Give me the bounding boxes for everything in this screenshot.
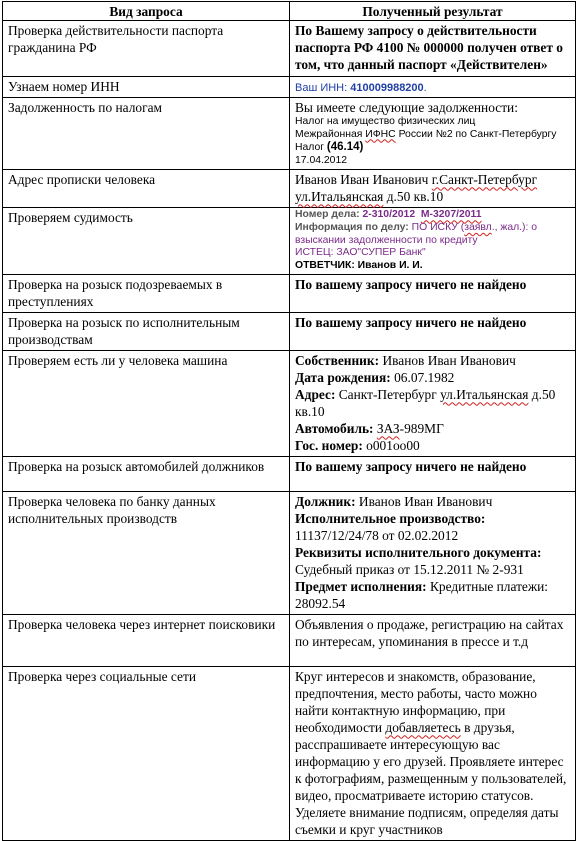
taxes-line2-c: России №2 по Санкт-Петербургу	[395, 128, 557, 140]
car-auto	[295, 420, 570, 437]
result-inn	[290, 77, 576, 98]
case-value-2: М-3207/2011	[420, 209, 482, 221]
inn-value: 410009988200	[350, 82, 424, 94]
social-b: добавляетесь	[385, 720, 461, 736]
row-passport	[3, 21, 576, 77]
header-result: Полученный результат	[290, 2, 576, 21]
row-internet	[3, 615, 576, 667]
birth-value: 06.07.1982	[394, 370, 455, 386]
criminal-defendant: ОТВЕТЧИК: Иванов И. И.	[295, 259, 423, 271]
owner-value: Иванов Иван Иванович	[382, 353, 516, 369]
birth-label: Дата рождения:	[295, 370, 395, 386]
car-owner	[295, 352, 570, 369]
taxes-intro: Вы имеете следующие задолженности:	[295, 100, 518, 115]
case-label: Номер дела:	[295, 209, 363, 221]
taxes-line2	[295, 129, 570, 142]
car-address-a: Санкт-Петербург	[338, 387, 441, 403]
result-car	[290, 351, 576, 457]
request-social: Проверка через социальные сети	[3, 667, 290, 841]
row-address	[3, 170, 576, 208]
doc-label: Реквизиты исполнительного документа:	[295, 545, 542, 561]
car-address-b: ул.Итальянская	[440, 387, 529, 403]
info-c: ., жал.): о взыскании задолженности по кредиту	[295, 221, 538, 246]
result-bank-data	[290, 492, 576, 615]
row-wanted-cars	[3, 457, 576, 492]
request-taxes: Задолженность по налогам	[3, 98, 290, 170]
criminal-info	[295, 222, 570, 247]
result-wanted-suspects: По вашему запросу ничего не найдено	[290, 275, 576, 313]
car-birth	[295, 369, 570, 386]
address-street: ул.Итальянская	[295, 189, 384, 205]
car-address-c: д.50 кв.10	[295, 387, 556, 420]
header-request-type: Вид запроса	[3, 2, 290, 21]
address-city: г.Санкт-Петербург	[431, 172, 538, 188]
result-social	[290, 667, 576, 841]
row-social	[3, 667, 576, 841]
doc-value: Судебный приказ от 15.12.2011 № 2-931	[295, 562, 524, 578]
table-header-row	[3, 2, 576, 21]
taxes-line2-b: ИФНС	[365, 128, 396, 140]
request-car: Проверяем есть ли у человека машина	[3, 351, 290, 457]
result-passport: По Вашему запросу о действительности паспорта РФ 4100 № 000000 получен ответ о том, что данный паспорт «Действителен»	[290, 21, 576, 77]
plate-value: о001оо00	[366, 438, 420, 454]
row-criminal	[3, 208, 576, 275]
taxes-line1: Налог на имущество физических лиц	[295, 116, 476, 127]
request-internet: Проверка человека через интернет поисковики	[3, 615, 290, 667]
bank-doc	[295, 544, 570, 578]
result-taxes	[290, 98, 576, 170]
auto-b: -989МГ	[399, 421, 444, 437]
criminal-plaintiff: ИСТЕЦ: ЗАО"СУПЕР Банк"	[295, 247, 426, 259]
car-address-label: Адрес:	[295, 387, 339, 403]
request-inn: Узнаем номер ИНН	[3, 77, 290, 98]
row-taxes	[3, 98, 576, 170]
social-a: Круг интересов и знакомств, образование, предпочтения, место работы, часто можно найти контактную информацию, при необходимости	[295, 669, 537, 736]
request-passport: Проверка действительности паспорта гражданина РФ	[3, 21, 290, 77]
row-inn	[3, 77, 576, 98]
subject-value: Кредитные платежи: 28092.54	[295, 579, 549, 612]
plate-label: Гос. номер:	[295, 438, 367, 454]
bank-subject	[295, 578, 570, 612]
social-c: в друзья, расспрашиваете интересующую вас информацию у его друзей. Проявляете интерес к фотографиям, размещенным у пользователей, видео, просматриваете историю статусов. Уделяете внимание подписям, определяя даты съемки и круг участников	[295, 720, 567, 838]
info-b: заявл	[464, 221, 492, 233]
car-plate	[295, 437, 570, 454]
taxes-line3-b: (46.14)	[326, 141, 364, 154]
taxes-line2-a: Межрайонная	[295, 128, 366, 140]
result-address	[290, 170, 576, 208]
results-table	[2, 1, 576, 841]
result-wanted-cars: По вашему запросу ничего не найдено	[290, 457, 576, 492]
row-wanted-enforcement	[3, 313, 576, 351]
row-car	[3, 351, 576, 457]
criminal-case	[295, 209, 570, 222]
request-bank-data: Проверка человека по банку данных исполнительных производств	[3, 492, 290, 615]
inn-tail: .	[423, 82, 427, 94]
info-label: Информация по делу:	[295, 221, 412, 233]
taxes-line4: 17.04.2012	[295, 154, 348, 166]
proceeding-label: Исполнительное производство:	[295, 511, 486, 527]
row-wanted-suspects	[3, 275, 576, 313]
address-name: Иванов Иван Иванович	[295, 172, 432, 188]
taxes-line3-a: Налог	[295, 142, 327, 154]
request-wanted-enforcement: Проверка на розыск по исполнительным производствам	[3, 313, 290, 351]
request-criminal: Проверяем судимость	[3, 208, 290, 275]
subject-label: Предмет исполнения:	[295, 579, 430, 595]
bank-proceeding	[295, 510, 570, 544]
proceeding-value: 11137/12/24/78 от 02.02.2012	[295, 528, 459, 544]
auto-a: ЗАЗ	[376, 421, 400, 437]
debtor-label: Должник:	[295, 494, 359, 510]
result-criminal	[290, 208, 576, 275]
result-internet: Объявления о продаже, регистрацию на сайтах по интересам, упоминания в прессе и т.д	[290, 615, 576, 667]
request-address: Адрес прописки человека	[3, 170, 290, 208]
request-wanted-cars: Проверка на розыск автомобилей должников	[3, 457, 290, 492]
inn-label: Ваш ИНН:	[295, 82, 351, 94]
auto-label: Автомобиль:	[295, 421, 377, 437]
debtor-value: Иванов Иван Иванович	[358, 494, 493, 510]
case-value: 2-310/2012	[362, 209, 416, 221]
info-a: ПО ИСКУ (	[411, 221, 465, 233]
request-wanted-suspects: Проверка на розыск подозреваемых в преступлениях	[3, 275, 290, 313]
bank-debtor	[295, 493, 570, 510]
car-address	[295, 386, 570, 420]
result-wanted-enforcement: По вашему запросу ничего не найдено	[290, 313, 576, 351]
address-house: д.50 кв.10	[383, 189, 444, 205]
taxes-line3	[295, 141, 570, 155]
owner-label: Собственник:	[295, 353, 383, 369]
row-bank-data	[3, 492, 576, 615]
